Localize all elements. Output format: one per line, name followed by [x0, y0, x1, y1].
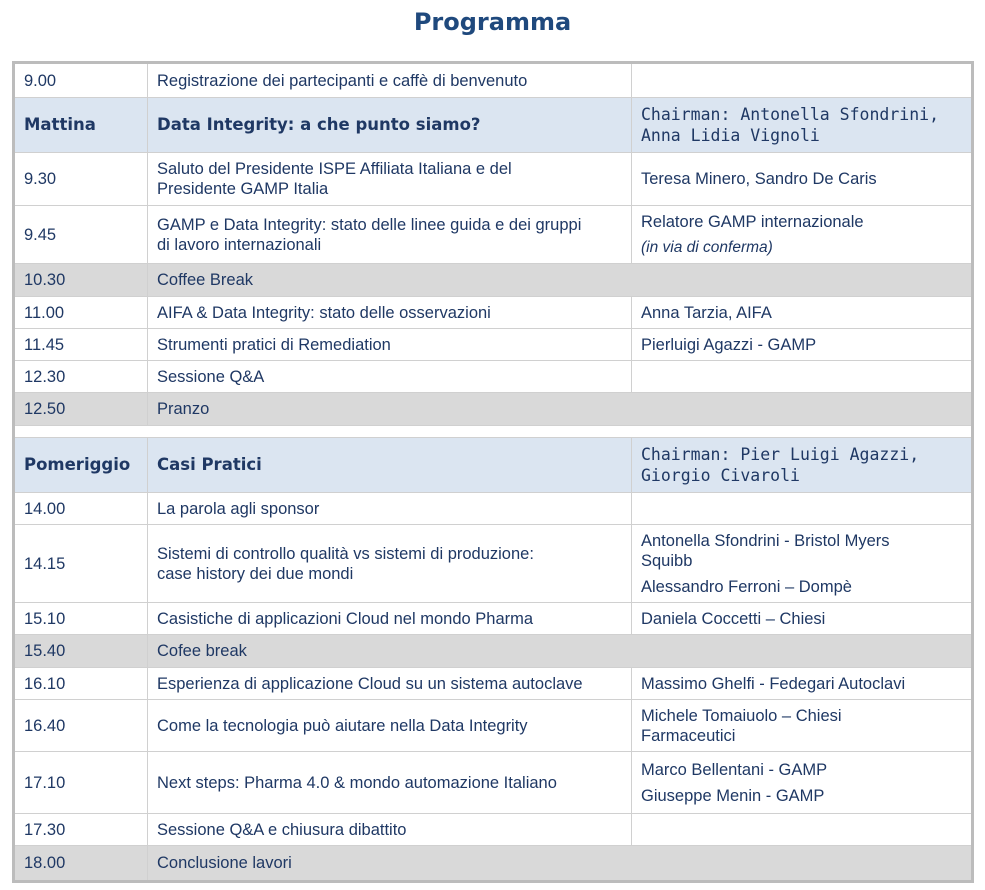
speaker-line: Michele Tomaiuolo – Chiesi [641, 706, 842, 725]
break-row [15, 264, 971, 297]
topic-cell: Registrazione dei partecipanti e caffè di benvenuto [148, 64, 632, 97]
topic-line: Presidente GAMP Italia [157, 180, 329, 198]
time-cell: 9.45 [15, 206, 148, 263]
table-row [15, 603, 971, 635]
session-header-row [15, 438, 971, 493]
break-label: Coffee Break [157, 271, 254, 289]
time-cell: 14.15 [15, 525, 148, 602]
table-row [15, 493, 971, 525]
session-header-row [15, 98, 971, 153]
time-cell: 14.00 [15, 493, 148, 524]
topic-cell: Come la tecnologia può aiutare nella Data Integrity [148, 700, 632, 751]
speaker-cell [632, 361, 971, 392]
session-label: Mattina [15, 98, 148, 152]
time-cell: 15.40 [15, 635, 148, 667]
time-cell: 12.30 [15, 361, 148, 392]
time-cell: 18.00 [15, 846, 148, 880]
topic-line: case history dei due mondi [157, 564, 354, 583]
speaker-cell: Teresa Minero, Sandro De Caris [641, 170, 877, 188]
page-title: Programma [413, 8, 572, 36]
speaker-cell [632, 700, 971, 751]
chairman-line: Giorgio Civaroli [641, 466, 800, 485]
topic-cell [148, 525, 632, 602]
session-label: Pomeriggio [15, 438, 148, 492]
speaker-cell [632, 493, 971, 524]
table-row [15, 525, 971, 603]
time-cell: 17.30 [15, 814, 148, 845]
time-cell: 12.50 [15, 393, 148, 425]
speaker-line: Farmaceutici [641, 726, 736, 745]
time-cell: 9.30 [15, 153, 148, 205]
table-row [15, 361, 971, 393]
time-cell: 16.40 [15, 700, 148, 751]
speaker-line: Marco Bellentani - GAMP [641, 760, 828, 779]
spacer-row [15, 426, 971, 438]
speaker-line: Alessandro Ferroni – Dompè [641, 577, 852, 596]
table-row [15, 64, 971, 98]
time-cell: 17.10 [15, 752, 148, 813]
time-cell: 10.30 [15, 264, 148, 296]
topic-cell: Esperienza di applicazione Cloud su un sistema autoclave [148, 668, 632, 699]
topic-line: GAMP e Data Integrity: stato delle linee guida e dei gruppi [157, 215, 582, 234]
break-row [15, 635, 971, 668]
chairman-cell [632, 438, 971, 492]
topic-cell: La parola agli sponsor [148, 493, 632, 524]
time-cell: 11.00 [15, 297, 148, 328]
table-row [15, 814, 971, 846]
speaker-line: Antonella Sfondrini - Bristol Myers [641, 531, 890, 550]
speaker-cell: Pierluigi Agazzi - GAMP [641, 335, 817, 354]
time-cell: 9.00 [15, 64, 148, 97]
speaker-cell [632, 206, 971, 263]
time-cell: 15.10 [15, 603, 148, 634]
table-row [15, 668, 971, 700]
speaker-note: (in via di conferma) [641, 238, 773, 256]
speaker-cell: Massimo Ghelfi - Fedegari Autoclavi [641, 674, 906, 693]
table-row [15, 297, 971, 329]
break-label: Pranzo [157, 400, 210, 418]
speaker-cell: Daniela Coccetti – Chiesi [641, 609, 826, 628]
table-row [15, 206, 971, 264]
topic-cell [148, 153, 632, 205]
speaker-line: Squibb [641, 551, 693, 570]
speaker-line: Giuseppe Menin - GAMP [641, 786, 825, 805]
chairman-line: Chairman: Antonella Sfondrini, [641, 105, 940, 124]
topic-line: Saluto del Presidente ISPE Affiliata Italiana e del [157, 160, 512, 178]
speaker-cell [632, 814, 971, 845]
time-cell: 11.45 [15, 329, 148, 360]
topic-cell: Sessione Q&A e chiusura dibattito [148, 814, 632, 845]
table-row [15, 329, 971, 361]
session-title: Casi Pratici [148, 438, 632, 492]
speaker-cell [632, 64, 971, 97]
table-row [15, 752, 971, 814]
chairman-line: Chairman: Pier Luigi Agazzi, [641, 445, 920, 464]
chairman-cell [632, 98, 971, 152]
break-label: Conclusione lavori [157, 854, 292, 872]
speaker-cell: Anna Tarzia, AIFA [641, 303, 772, 322]
program-table [12, 61, 974, 883]
speaker-cell [632, 525, 971, 602]
topic-cell: Casistiche di applicazioni Cloud nel mondo Pharma [148, 603, 632, 634]
topic-cell: AIFA & Data Integrity: stato delle osservazioni [148, 297, 632, 328]
break-label: Cofee break [157, 642, 247, 660]
topic-line: Sistemi di controllo qualità vs sistemi di produzione: [157, 544, 534, 563]
time-cell: 16.10 [15, 668, 148, 699]
speaker-line: Relatore GAMP internazionale [641, 212, 864, 231]
chairman-line: Anna Lidia Vignoli [641, 126, 820, 145]
topic-cell [148, 206, 632, 263]
speaker-cell [632, 752, 971, 813]
break-row [15, 846, 971, 880]
topic-cell: Strumenti pratici di Remediation [148, 329, 632, 360]
topic-cell: Next steps: Pharma 4.0 & mondo automazione Italiano [148, 752, 632, 813]
topic-cell: Sessione Q&A [148, 361, 632, 392]
table-row [15, 153, 971, 206]
topic-line: di lavoro internazionali [157, 235, 322, 254]
break-row [15, 393, 971, 426]
session-title: Data Integrity: a che punto siamo? [148, 98, 632, 152]
table-row [15, 700, 971, 752]
